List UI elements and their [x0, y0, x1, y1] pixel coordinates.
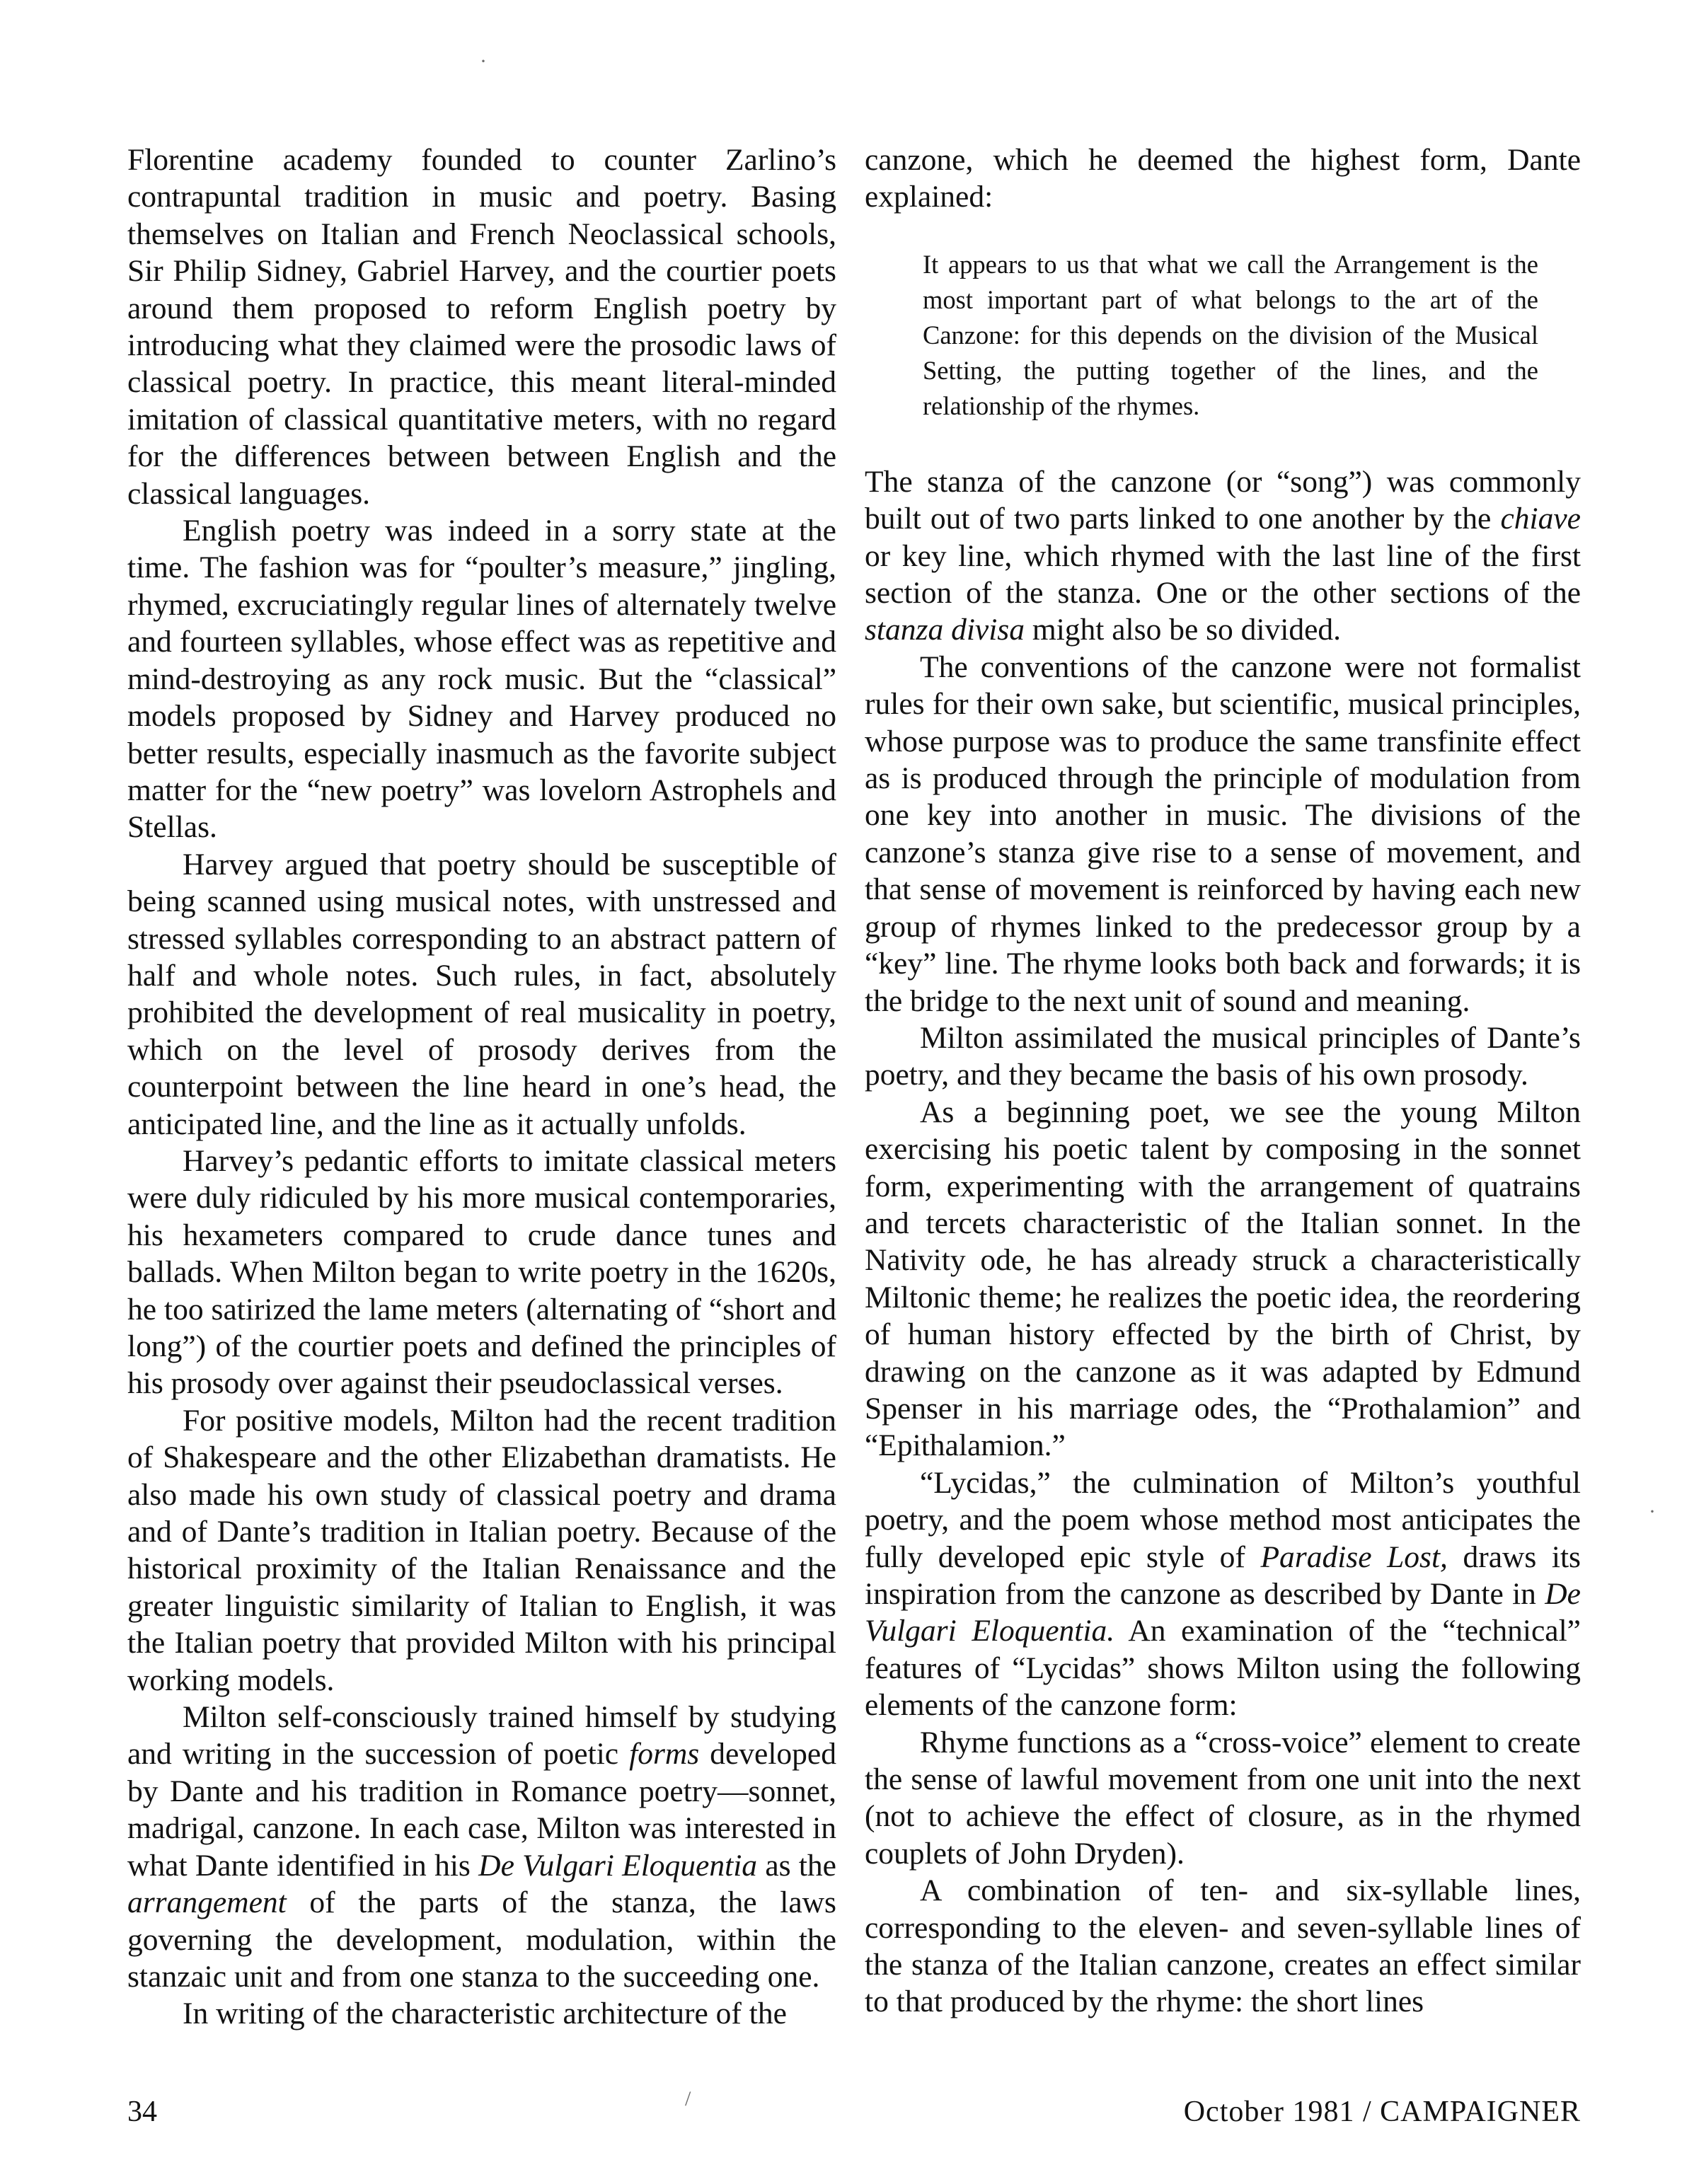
scan-speck: / — [685, 2087, 691, 2110]
text-run: Milton self-consciously trained himself by studying and writing in the succession of poetic — [127, 1700, 836, 1772]
text-run: might also be so divided. — [1024, 613, 1342, 647]
paragraph: In writing of the characteristic architecture of the — [183, 1997, 787, 2031]
scan-speck: · — [480, 50, 487, 73]
text-run: “Lycidas,” the culmination of Milton’s youthful poetry, and the poem whose method most anticipates the fully developed epic style of — [865, 1465, 1581, 1574]
text-run: An examination of the “technical” features of “Lycidas” shows Milton using the following elements of the canzone form: — [865, 1614, 1581, 1723]
italic-term: stanza divisa — [865, 613, 1025, 647]
paragraph: A combination of ten- and six-syllable lines, corresponding to the eleven- and seven-syllable lines of the stanza of the Italian canzone, creates an effect similar to that produced by the rhyme: the short lines — [865, 1873, 1581, 2019]
italic-title: De Vulgari Eloquentia — [478, 1848, 758, 1883]
italic-term: chiave — [1500, 502, 1581, 536]
paragraph — [865, 1464, 1581, 1724]
text-run: or key line, which rhymed with the last line of the first section of the stanza. One or the other sections of the — [865, 538, 1581, 611]
paragraph: Harvey’s pedantic efforts to imitate classical meters were duly ridiculed by his more musical contemporaries, his hexameters compared to crude dance tunes and ballads. When Milton began to write poetry in the 1620s, he too satirized the lame meters (alternating of “short and long”) of the courtier poets and defined the principles of his prosody over against their pseudoclassical verses. — [127, 1143, 836, 1401]
paragraph — [865, 463, 1581, 649]
page-number: 34 — [127, 2096, 157, 2128]
left-column — [127, 141, 836, 2033]
italic-term: forms — [629, 1737, 700, 1772]
quote-text: It appears to us that what we call the Arrangement is the most important part of what belongs to the art of the Canzone: for this depends on the division of the Musical Setting, the putting together of the lines, and the relationship of the rhymes. — [923, 249, 1538, 420]
text-run: The stanza of the canzone (or “song”) was commonly built out of two parts linked to one another by the — [865, 464, 1581, 536]
publication-footer — [1184, 2094, 1581, 2130]
paragraph: Harvey argued that poetry should be susceptible of being scanned using musical notes, with unstressed and stressed syllables corresponding to an abstract pattern of half and whole notes. Such rules, in fact, absolutely prohibited the development of real musicality in poetry, which on the level of prosody derives from the counterpoint between the line heard in one’s head, the anticipated line, and the line as it actually unfolds. — [127, 847, 836, 1141]
scan-speck: · — [1649, 1500, 1656, 1523]
text-run: draws its inspiration from the canzone as described by Dante in — [865, 1539, 1581, 1611]
italic-title: De Vulgari Eloquentia. — [865, 1577, 1581, 1648]
paragraph: Rhyme functions as a “cross-voice” element to create the sense of lawful movement from one unit into the next (not to achieve the effect of closure, as in the rhymed couplets of John Dryden). — [865, 1725, 1581, 1871]
paragraph — [127, 1699, 836, 1995]
block-quote — [923, 247, 1538, 424]
paragraph: Milton assimilated the musical principles of Dante’s poetry, and they became the basis of his own prosody. — [865, 1020, 1581, 1092]
right-column — [865, 141, 1581, 2021]
text-run: developed by Dante and his tradition in Romance poetry—sonnet, madrigal, canzone. In each case, Milton was interested in what Dante identified in his — [127, 1737, 836, 1883]
text-run: as the — [757, 1848, 836, 1883]
paragraph: English poetry was indeed in a sorry state at the time. The fashion was for “poulter’s measure,” jingling, rhymed, excruciatingly regular lines of alternately twelve and fourteen syllables, whose effect was as repetitive and mind-destroying as any rock music. But the “classical” models proposed by Sidney and Harvey produced no better results, especially inasmuch as the favorite subject matter for the “new poetry” was lovelorn Astrophels and Stellas. — [127, 514, 836, 845]
text-run: of the parts of the stanza, the laws governing the development, modulation, within the stanzaic unit and from one stanza to the succeeding one. — [127, 1885, 836, 1994]
paragraph: Florentine academy founded to counter Zarlino’s contrapuntal tradition in music and poetry. Basing themselves on Italian and French Neoclassical schools, Sir Philip Sidney, Gabriel Harvey, and the courtier poets around them proposed to reform English poetry by introducing what they claimed were the prosodic laws of classical poetry. In practice, this meant literal-minded imitation of classical quantitative meters, with no regard for the differences between between English and the classical languages. — [127, 143, 836, 511]
issue-label: October 1981 / CAMPAIGNER — [1183, 2096, 1581, 2128]
paragraph: For positive models, Milton had the recent tradition of Shakespeare and the other Elizabethan dramatists. He also made his own study of classical poetry and drama and of Dante’s tradition in Italian poetry. Because of the historical proximity of the Italian Renaissance and the greater linguistic similarity of Italian to English, it was the Italian poetry that provided Milton with his principal working models. — [127, 1403, 836, 1697]
paragraph: The conventions of the canzone were not formalist rules for their own sake, but scientific, musical principles, whose purpose was to produce the same transfinite effect as is produced through the principle of modulation from one key into another in music. The divisions of the canzone’s stanza give rise to a sense of movement, and that sense of movement is reinforced by having each new group of rhymes linked to the predecessor group by a “key” line. The rhyme looks both back and forwards; it is the bridge to the next unit of sound and meaning. — [865, 649, 1581, 1018]
paragraph: As a beginning poet, we see the young Milton exercising his poetic talent by composing in the sonnet form, experimenting with the arrangement of quatrains and tercets characteristic of the Italian sonnet. In the Nativity ode, he has already struck a characteristically Miltonic theme; he realizes the poetic idea, the reordering of human history effected by the birth of Christ, by drawing on the canzone as it was adapted by Edmund Spenser in his marriage odes, the “Prothalamion” and “Epithalamion.” — [865, 1094, 1581, 1463]
paragraph: canzone, which he deemed the highest form, Dante explained: — [865, 143, 1581, 214]
italic-title: Paradise Lost, — [1260, 1539, 1448, 1574]
italic-term: arrangement — [127, 1885, 287, 1920]
